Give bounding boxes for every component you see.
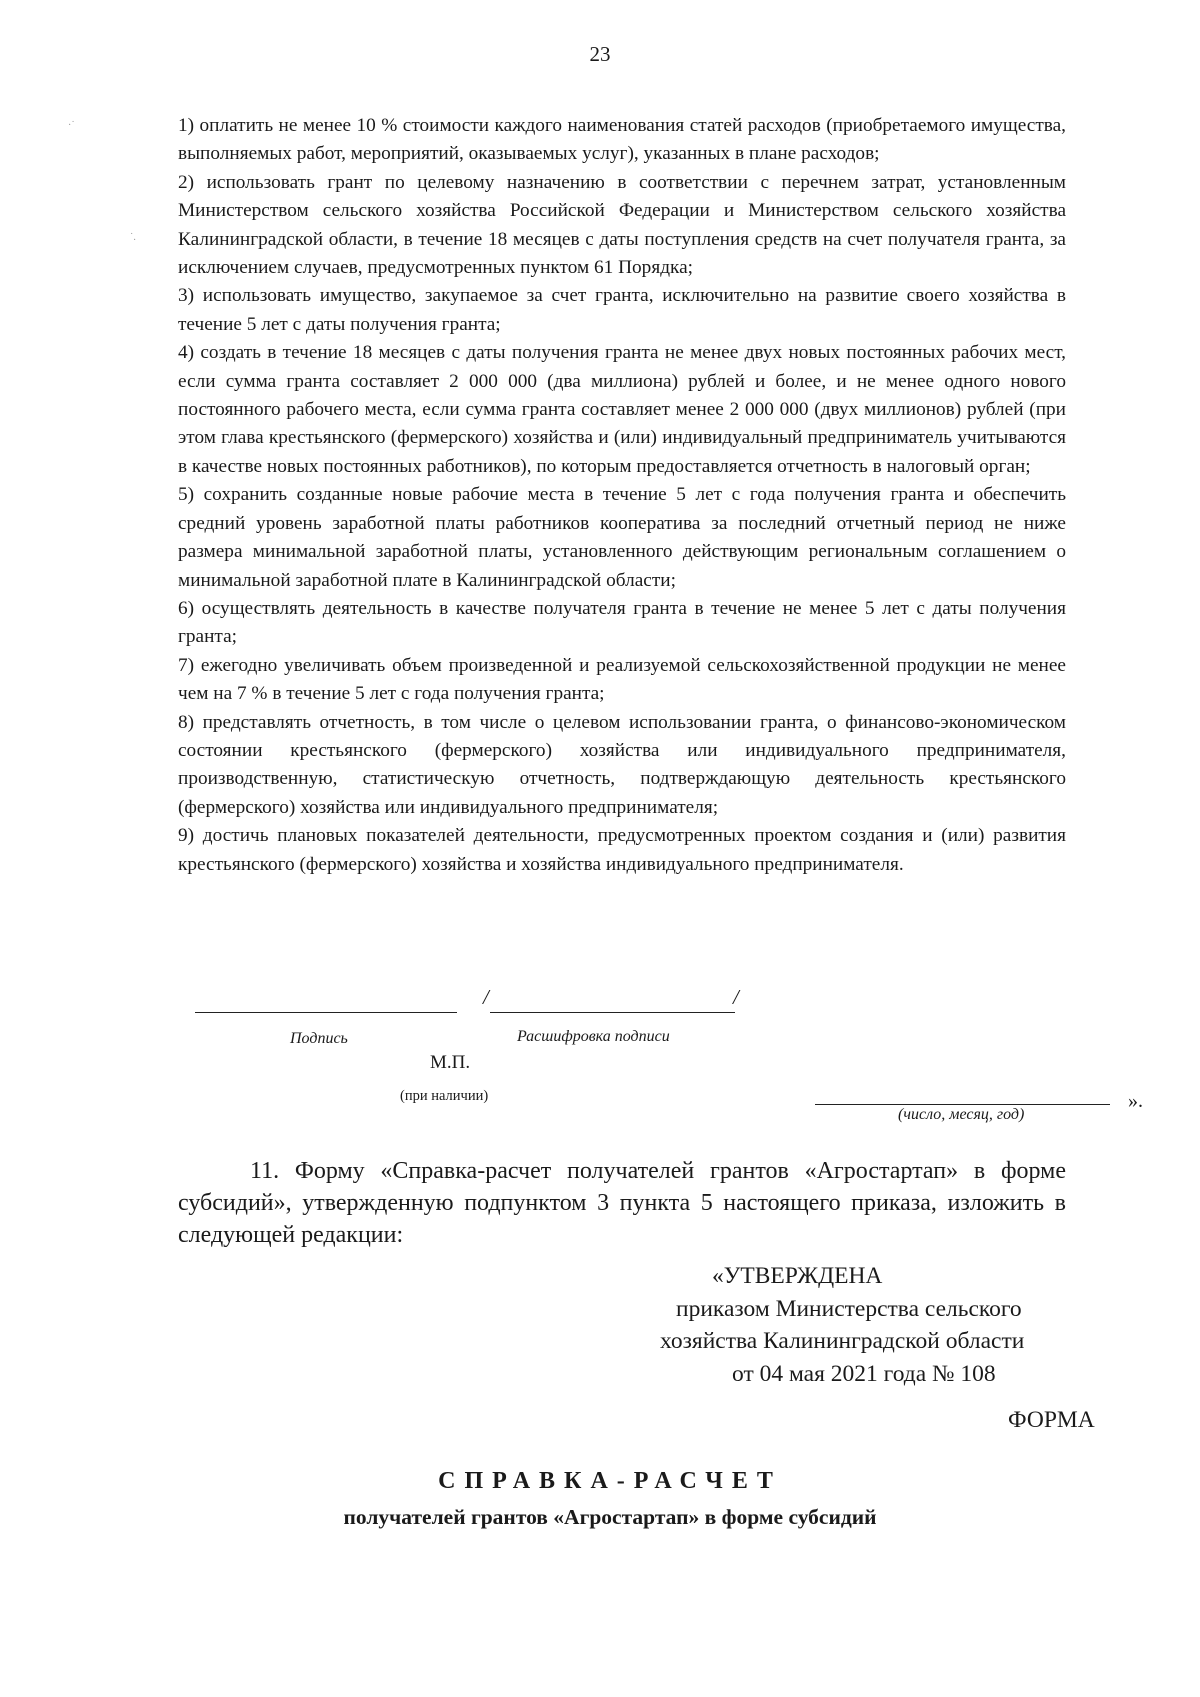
date-label: (число, месяц, год) [898, 1106, 1025, 1123]
obligation-item-7: 7) ежегодно увеличивать объем произведенной и реализуемой сельскохозяйственной продукции не менее чем на 7 % в течение 5 лет с года получения гранта; [178, 654, 1066, 705]
obligation-item-5: 5) сохранить созданные новые рабочие места в течение 5 лет с года получения гранта и обеспечить средний уровень заработной платы работников кооператива за последний отчетный период не ниже размера минимальной заработной платы, установленного действующим региональным соглашением о минимальной заработной плате в Калининградской области; [178, 484, 1066, 591]
signature-label: Подпись [290, 1030, 348, 1047]
paragraph-11: 11. Форму «Справка-расчет получателей грантов «Агростартап» в форме субсидий», утвержденную подпунктом 3 пункта 5 настоящего приказа, изложить в следующей редакции: [178, 1158, 1066, 1248]
date-line [815, 1104, 1110, 1105]
approval-line-4: от 04 мая 2021 года № 108 [732, 1360, 996, 1387]
approval-line-1: «УТВЕРЖДЕНА [712, 1263, 883, 1289]
closing-quote: ». [1128, 1090, 1143, 1112]
form-title: СПРАВКА-РАСЧЕТ [438, 1468, 782, 1494]
obligation-item-6: 6) осуществлять деятельность в качестве получателя гранта в течение не менее 5 лет с даты получения гранта; [178, 597, 1066, 648]
signature-decoding-line [490, 1012, 735, 1013]
signature-line [195, 1012, 457, 1013]
scan-speck: ˙. [130, 232, 136, 243]
obligation-item-8: 8) представлять отчетность, в том числе о целевом использовании гранта, о финансово-экономическом состоянии крестьянского (фермерского) хозяйства или индивидуального предпринимателя, производственную, статистическую отчетность, подтверждающую деятельность крестьянского (фермерского) хозяйства или индивидуального предпринимателя; [178, 711, 1066, 818]
signature-slash-left: / [483, 985, 489, 1009]
obligation-item-3: 3) использовать имущество, закупаемое за счет гранта, исключительно на развитие своего хозяйства в течение 5 лет с даты получения гранта; [178, 285, 1066, 335]
approval-line-3: хозяйства Калининградской области [660, 1328, 1025, 1354]
form-subtitle: получателей грантов «Агростартап» в форме субсидий [343, 1505, 877, 1529]
signature-slash-right: / [733, 985, 739, 1009]
stamp-note: (при наличии) [400, 1088, 489, 1104]
approval-line-2: приказом Министерства сельского [676, 1295, 1022, 1322]
approval-block [640, 1260, 1140, 1390]
obligation-item-4: 4) создать в течение 18 месяцев с даты получения гранта не менее двух новых постоянных рабочих мест, если сумма гранта составляет 2 000 000 (два миллиона) рублей и более, и не менее одного нового постоянного рабочего места, если сумма гранта составляет менее 2 000 000 (двух миллионов) рублей (при этом глава крестьянского (фермерского) хозяйства и (или) индивидуальный предприниматель учитываются в качестве новых постоянных работников), по которым предоставляется отчетность в налоговый орган; [178, 342, 1066, 477]
signature-decoding-label: Расшифровка подписи [517, 1028, 670, 1045]
obligation-item-9: 9) достичь плановых показателей деятельности, предусмотренных проектом создания и (или) развития крестьянского (фермерского) хозяйства и хозяйства индивидуального предпринимателя. [178, 825, 1066, 875]
form-label: ФОРМА [1008, 1407, 1095, 1433]
page-number: 23 [589, 42, 611, 66]
obligations-list [178, 112, 1066, 879]
obligation-item-1: 1) оплатить не менее 10 % стоимости каждого наименования статей расходов (приобретаемого имущества, выполняемых работ, мероприятий, оказываемых услуг), указанных в плане расходов; [178, 115, 1066, 165]
obligation-item-2: 2) использовать грант по целевому назначению в соответствии с перечнем затрат, установленным Министерством сельского хозяйства Российской Федерации и Министерством сельского хозяйства Калининградской области, в течение 18 месяцев с даты поступления средств на счет получателя гранта, за исключением случаев, предусмотренных пунктом 61 Порядка; [178, 171, 1066, 279]
stamp-label: М.П. [430, 1052, 471, 1073]
scan-speck: ·˙ [68, 120, 75, 131]
